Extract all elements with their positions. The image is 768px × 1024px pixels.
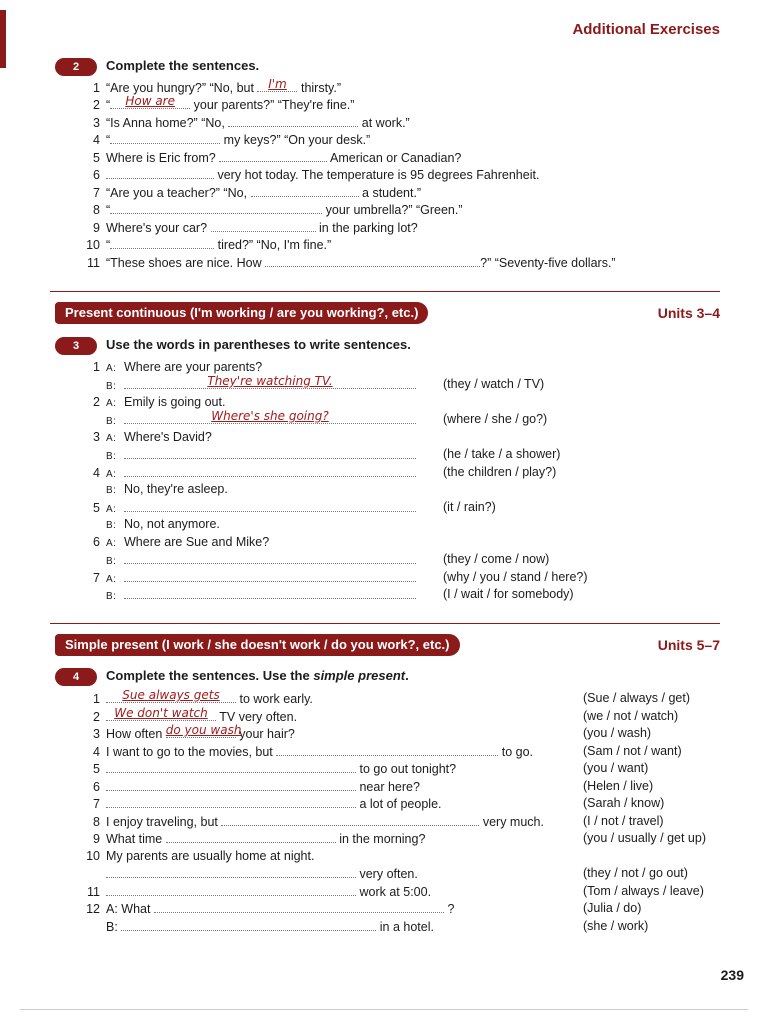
- exercise-3-badge: 3: [55, 337, 97, 355]
- answer-blank[interactable]: [106, 761, 356, 773]
- answer-blank[interactable]: [121, 919, 376, 931]
- exercise-2-title: Complete the sentences.: [106, 58, 260, 73]
- speaker-label: A:: [106, 398, 117, 409]
- ex3-row: 1 A: Where are your parents?: [93, 360, 263, 374]
- answer-blank[interactable]: We don't watch: [106, 709, 216, 721]
- prompt-cue: (Sam / not / want): [583, 744, 682, 758]
- exercise-4-badge: 4: [55, 668, 97, 686]
- ex4-item: 9 What time in the morning?: [93, 832, 426, 846]
- speaker-label: A:: [106, 363, 117, 374]
- prompt-cue: (you / usually / get up): [583, 831, 706, 845]
- ex3-row: [84, 447, 416, 462]
- answer-blank[interactable]: [251, 185, 359, 197]
- ex3-row: [84, 409, 416, 427]
- prompt-cue: (they / not / go out): [583, 866, 688, 880]
- bottom-divider: [20, 1009, 748, 1010]
- answer-blank[interactable]: [154, 901, 444, 913]
- prompt-cue: (it / rain?): [443, 500, 496, 514]
- prompt-cue: (Sue / always / get): [583, 691, 690, 705]
- exercise-4-title: Complete the sentences. Use the simple present.: [106, 668, 409, 683]
- ex4-item: 4 I want to go to the movies, but to go.: [93, 745, 534, 759]
- ex2-item: 1 “Are you hungry?” “No, but I'm thirsty.”: [93, 77, 342, 95]
- prompt-cue: (you / want): [583, 761, 649, 775]
- prompt-cue: (they / watch / TV): [443, 377, 545, 391]
- answer-blank[interactable]: [276, 744, 498, 756]
- speaker-label: A:: [106, 574, 117, 585]
- answer-blank[interactable]: [219, 150, 327, 162]
- ex3-row: [84, 552, 416, 567]
- ex3-row: [84, 482, 228, 496]
- prompt-cue: (Julia / do): [583, 901, 642, 915]
- answer-blank[interactable]: [221, 814, 479, 826]
- ex4-item: 11 work at 5:00.: [87, 885, 432, 899]
- units-label: Units 3–4: [657, 305, 720, 321]
- prompt-cue: (we / not / watch): [583, 709, 679, 723]
- section-banner: Simple present (I work / she doesn't work / do you work?, etc.): [55, 634, 460, 656]
- speaker-label: B:: [106, 451, 117, 462]
- answer-blank[interactable]: [124, 570, 416, 582]
- dialogue-text: Where are your parents?: [124, 360, 263, 374]
- prompt-cue: (he / take / a shower): [443, 447, 561, 461]
- ex3-row: 3 A: Where's David?: [93, 430, 212, 444]
- answer-blank[interactable]: [106, 866, 356, 878]
- prompt-cue: (the children / play?): [443, 465, 557, 479]
- ex2-item: 3 “Is Anna home?” “No, at work.”: [93, 116, 410, 130]
- ex3-row: 4 A:: [84, 465, 416, 480]
- ex2-item: 6 very hot today. The temperature is 95 degrees Fahrenheit.: [93, 168, 540, 182]
- speaker-label: B:: [106, 591, 117, 602]
- speaker-label: B:: [106, 485, 117, 496]
- answer-blank[interactable]: They're watching TV.: [124, 377, 416, 389]
- answer-blank[interactable]: [124, 500, 416, 512]
- answer-blank[interactable]: [110, 202, 322, 214]
- answer-blank[interactable]: [124, 552, 416, 564]
- ex2-item: 5 Where is Eric from? American or Canadian?: [93, 151, 462, 165]
- ex3-row: 2 A: Emily is going out.: [93, 395, 226, 409]
- ex2-item: 11 “These shoes are nice. How ?” “Seventy-five dollars.”: [87, 256, 616, 270]
- ex2-item: 10 “ tired?” “No, I'm fine.”: [86, 238, 332, 252]
- ex4-item: 12 A: What ?: [86, 902, 455, 916]
- answer-blank[interactable]: [265, 255, 480, 267]
- speaker-label: B:: [106, 556, 117, 567]
- answer-blank[interactable]: [124, 465, 416, 477]
- answer-blank[interactable]: [106, 779, 356, 791]
- answer-blank[interactable]: [166, 831, 336, 843]
- speaker-label: B:: [106, 416, 117, 427]
- answer-blank[interactable]: Where's she going?: [124, 412, 416, 424]
- answer-blank[interactable]: [124, 447, 416, 459]
- speaker-label: A:: [106, 538, 117, 549]
- dialogue-text: No, not anymore.: [124, 517, 220, 531]
- ex2-item: 4 “ my keys?” “On your desk.”: [93, 133, 371, 147]
- ex4-item: 5 to go out tonight?: [93, 762, 457, 776]
- ex4-item: B: in a hotel.: [106, 920, 434, 934]
- prompt-cue: (Sarah / know): [583, 796, 665, 810]
- answer-blank[interactable]: [106, 796, 356, 808]
- page-number: 239: [720, 967, 744, 983]
- ex4-item: 7 a lot of people.: [93, 797, 442, 811]
- section-divider: [50, 623, 720, 624]
- ex3-row: 5 A:: [84, 500, 416, 515]
- answer-blank[interactable]: do you wash: [165, 723, 242, 737]
- dialogue-text: Where's David?: [124, 430, 212, 444]
- ex3-row: 6 A: Where are Sue and Mike?: [93, 535, 270, 549]
- prompt-cue: (I / wait / for somebody): [443, 587, 574, 601]
- ex2-item: 2 “ How are your parents?” “They're fine.”: [93, 94, 355, 112]
- answer-blank[interactable]: [124, 587, 416, 599]
- prompt-cue: (they / come / now): [443, 552, 550, 566]
- speaker-label: B:: [106, 520, 117, 531]
- answer-blank[interactable]: How are: [110, 97, 190, 109]
- ex3-row: [84, 374, 416, 392]
- section-divider: [50, 291, 720, 292]
- dialogue-text: Where are Sue and Mike?: [124, 535, 270, 549]
- speaker-label: A:: [106, 469, 117, 480]
- side-accent-bar: [0, 10, 6, 68]
- ex2-item: 8 “ your umbrella?” “Green.”: [93, 203, 463, 217]
- speaker-label: B:: [106, 381, 117, 392]
- prompt-cue: (Helen / live): [583, 779, 654, 793]
- prompt-cue: (where / she / go?): [443, 412, 548, 426]
- ex2-item: 9 Where's your car? in the parking lot?: [93, 221, 418, 235]
- exercise-2-badge: 2: [55, 58, 97, 76]
- prompt-cue: (I / not / travel): [583, 814, 664, 828]
- ex4-item: 1 Sue always gets to work early.: [93, 688, 313, 706]
- answer-blank[interactable]: [211, 220, 316, 232]
- dialogue-text: No, they're asleep.: [124, 482, 228, 496]
- answer-blank[interactable]: I'm: [257, 80, 297, 92]
- answer-blank[interactable]: [110, 237, 214, 249]
- prompt-cue: (she / work): [583, 919, 649, 933]
- prompt-cue: (why / you / stand / here?): [443, 570, 588, 584]
- prompt-cue: (you / wash): [583, 726, 652, 740]
- ex3-row: 7 A:: [84, 570, 416, 585]
- ex3-row: [84, 517, 220, 531]
- answer-blank[interactable]: [106, 167, 214, 179]
- ex3-row: [84, 587, 416, 602]
- dialogue-text: Emily is going out.: [124, 395, 226, 409]
- answer-blank[interactable]: [106, 884, 356, 896]
- ex4-item: 3 How often do you wash your hair?: [93, 723, 295, 741]
- ex4-item: very often.: [84, 866, 418, 881]
- answer-blank[interactable]: [110, 132, 220, 144]
- units-label: Units 5–7: [657, 637, 720, 653]
- page-header-title: Additional Exercises: [572, 21, 720, 38]
- ex4-item: 6 near here?: [93, 780, 420, 794]
- ex4-item: 10 My parents are usually home at night.: [86, 849, 315, 863]
- prompt-cue: (Tom / always / leave): [583, 884, 704, 898]
- exercise-3-title: Use the words in parentheses to write sentences.: [106, 337, 411, 352]
- answer-blank[interactable]: Sue always gets: [106, 691, 236, 703]
- speaker-label: A:: [106, 433, 117, 444]
- ex4-item: 8 I enjoy traveling, but very much.: [93, 815, 544, 829]
- speaker-label: A:: [106, 504, 117, 515]
- ex2-item: 7 “Are you a teacher?” “No, a student.”: [93, 186, 422, 200]
- ex4-item: 2 We don't watch TV very often.: [93, 706, 298, 724]
- answer-blank[interactable]: [228, 115, 358, 127]
- section-banner: Present continuous (I'm working / are you working?, etc.): [55, 302, 428, 324]
